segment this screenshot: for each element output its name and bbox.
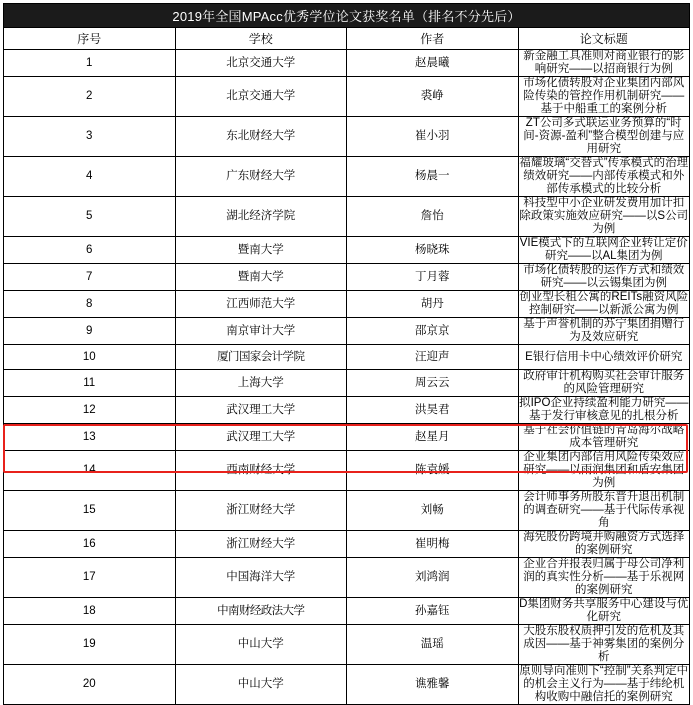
row-author: 赵星月 xyxy=(347,424,519,451)
row-paper: 原则导向准则下“控制”关系判定中的机会主义行为——基于纬纶机构收购中融信托的案例研究 xyxy=(519,665,689,703)
award-list-table xyxy=(3,3,690,705)
table-row xyxy=(4,117,690,157)
row-author: 周云云 xyxy=(347,370,519,397)
row-school: 中山大学 xyxy=(175,665,347,705)
row-author: 崔明梅 xyxy=(347,531,519,558)
row-school: 浙江财经大学 xyxy=(175,491,347,531)
row-school: 中山大学 xyxy=(175,625,347,665)
table-row xyxy=(4,370,690,397)
row-no: 3 xyxy=(4,117,176,157)
row-paper: 会计师事务所股东晋升退出机制的调查研究——基于代际传承视角 xyxy=(518,491,690,531)
table-row xyxy=(4,157,690,197)
table-row xyxy=(4,558,690,598)
row-paper: 基于声誉机制的苏宁集团捐赠行为及效应研究 xyxy=(518,318,690,345)
row-no: 14 xyxy=(4,451,176,491)
row-no: 11 xyxy=(4,370,176,397)
page-title: 2019年全国MPAcc优秀学位论文获奖名单（排名不分先后） xyxy=(4,4,690,28)
table-row-highlighted xyxy=(4,491,690,531)
row-author: 刘畅 xyxy=(347,491,519,531)
row-school: 江西师范大学 xyxy=(175,291,347,318)
table-row xyxy=(4,397,690,424)
row-no: 17 xyxy=(4,558,176,598)
row-school: 武汉理工大学 xyxy=(175,397,347,424)
column-header-author: 作者 xyxy=(347,28,519,50)
row-paper: 创业型长租公寓的REITs融资风险控制研究——以新派公寓为例 xyxy=(519,291,689,316)
row-no: 10 xyxy=(4,345,176,370)
column-header-no: 序号 xyxy=(4,28,176,50)
row-school: 东北财经大学 xyxy=(175,117,347,157)
row-paper: E银行信用卡中心绩效评价研究 xyxy=(518,345,690,370)
table-row xyxy=(4,77,690,117)
row-paper: 基于社会价值链的青岛海尔战略成本管理研究 xyxy=(518,424,690,451)
row-no: 19 xyxy=(4,625,176,665)
table-title-row xyxy=(4,4,690,28)
row-school: 西南财经大学 xyxy=(175,451,347,491)
table-row xyxy=(4,598,690,625)
row-author: 刘鸿润 xyxy=(347,558,519,598)
row-no: 12 xyxy=(4,397,176,424)
row-author: 杨晨一 xyxy=(347,157,519,197)
table-row xyxy=(4,424,690,451)
row-author: 裘峥 xyxy=(347,77,519,117)
row-paper: ZT公司多式联运业务预算的“时间-资源-盈利”整合模型创建与应用研究 xyxy=(518,117,690,157)
row-school: 中国海洋大学 xyxy=(175,558,347,598)
table-row xyxy=(4,665,690,705)
table-row xyxy=(4,50,690,77)
row-author: 崔小羽 xyxy=(347,117,519,157)
table-row xyxy=(4,318,690,345)
table-header-row xyxy=(4,28,690,50)
row-paper: 政府审计机构购买社会审计服务的风险管理研究 xyxy=(518,370,690,397)
row-no: 20 xyxy=(4,665,176,705)
row-school: 武汉理工大学 xyxy=(175,424,347,451)
row-no: 4 xyxy=(4,157,176,197)
row-no: 1 xyxy=(4,50,176,77)
row-school: 暨南大学 xyxy=(175,264,347,291)
row-author: 洪昊君 xyxy=(347,397,519,424)
row-paper: 新金融工具准则对商业银行的影响研究——以招商银行为例 xyxy=(518,50,690,77)
row-author: 谯雅馨 xyxy=(347,665,519,705)
row-paper: 企业集团内部信用风险传染效应研究——以雨润集团和盾安集团为例 xyxy=(518,451,690,491)
table-row xyxy=(4,625,690,665)
row-author: 杨晓珠 xyxy=(347,237,519,264)
row-school: 浙江财经大学 xyxy=(175,531,347,558)
column-header-school: 学校 xyxy=(175,28,347,50)
row-no: 16 xyxy=(4,531,176,558)
row-paper: 大股东股权质押引发的危机及其成因——基于神雾集团的案例分析 xyxy=(518,625,690,665)
table-row xyxy=(4,451,690,491)
row-paper: 福耀玻璃“交替式”传承模式的治理绩效研究——内部传承模式和外部传承模式的比较分析 xyxy=(519,157,689,195)
row-no: 2 xyxy=(4,77,176,117)
row-school: 南京审计大学 xyxy=(175,318,347,345)
row-paper: VIE模式下的互联网企业转让定价研究——以AL集团为例 xyxy=(519,237,688,262)
row-school: 厦门国家会计学院 xyxy=(175,345,347,370)
row-school: 广东财经大学 xyxy=(175,157,347,197)
row-author: 孙嘉钰 xyxy=(347,598,519,625)
row-no: 18 xyxy=(4,598,176,625)
row-school: 北京交通大学 xyxy=(175,50,347,77)
row-no: 6 xyxy=(4,237,176,264)
row-no: 5 xyxy=(4,197,176,237)
row-author: 温瑶 xyxy=(347,625,519,665)
row-paper: 科技型中小企业研发费用加计扣除政策实施效应研究——以S公司为例 xyxy=(519,197,689,235)
row-no: 9 xyxy=(4,318,176,345)
row-school: 中南财经政法大学 xyxy=(175,598,347,625)
row-no: 13 xyxy=(4,424,176,451)
row-paper: 拟IPO企业持续盈利能力研究——基于发行审核意见的扎根分析 xyxy=(519,397,689,422)
row-paper: 市场化债转股的运作方式和绩效研究——以云锡集团为例 xyxy=(518,264,690,291)
row-author: 汪迎声 xyxy=(347,345,519,370)
table-row xyxy=(4,345,690,370)
row-author: 胡丹 xyxy=(347,291,519,318)
table-row xyxy=(4,264,690,291)
row-author: 陈袁媛 xyxy=(347,451,519,491)
row-author: 赵晨曦 xyxy=(347,50,519,77)
row-no: 8 xyxy=(4,291,176,318)
row-school: 上海大学 xyxy=(175,370,347,397)
row-school: 暨南大学 xyxy=(175,237,347,264)
row-paper: 市场化债转股对企业集团内部风险传染的管控作用机制研究——基于中船重工的案例分析 xyxy=(518,77,690,117)
row-author: 詹怡 xyxy=(347,197,519,237)
row-no: 15 xyxy=(4,491,176,531)
row-author: 邵京京 xyxy=(347,318,519,345)
row-paper: D集团财务共享服务中心建设与优化研究 xyxy=(519,598,689,623)
table-row-highlighted xyxy=(4,531,690,558)
row-school: 湖北经济学院 xyxy=(175,197,347,237)
row-paper: 海宪股份跨境并购融资方式选择的案例研究 xyxy=(518,531,690,558)
row-school: 北京交通大学 xyxy=(175,77,347,117)
table-row xyxy=(4,237,690,264)
column-header-paper: 论文标题 xyxy=(518,28,690,50)
row-paper: 企业合并报表归属于母公司净利润的真实性分析——基于乐视网的案例研究 xyxy=(518,558,690,598)
row-author: 丁月蓉 xyxy=(347,264,519,291)
row-no: 7 xyxy=(4,264,176,291)
table-row xyxy=(4,197,690,237)
table-row xyxy=(4,291,690,318)
